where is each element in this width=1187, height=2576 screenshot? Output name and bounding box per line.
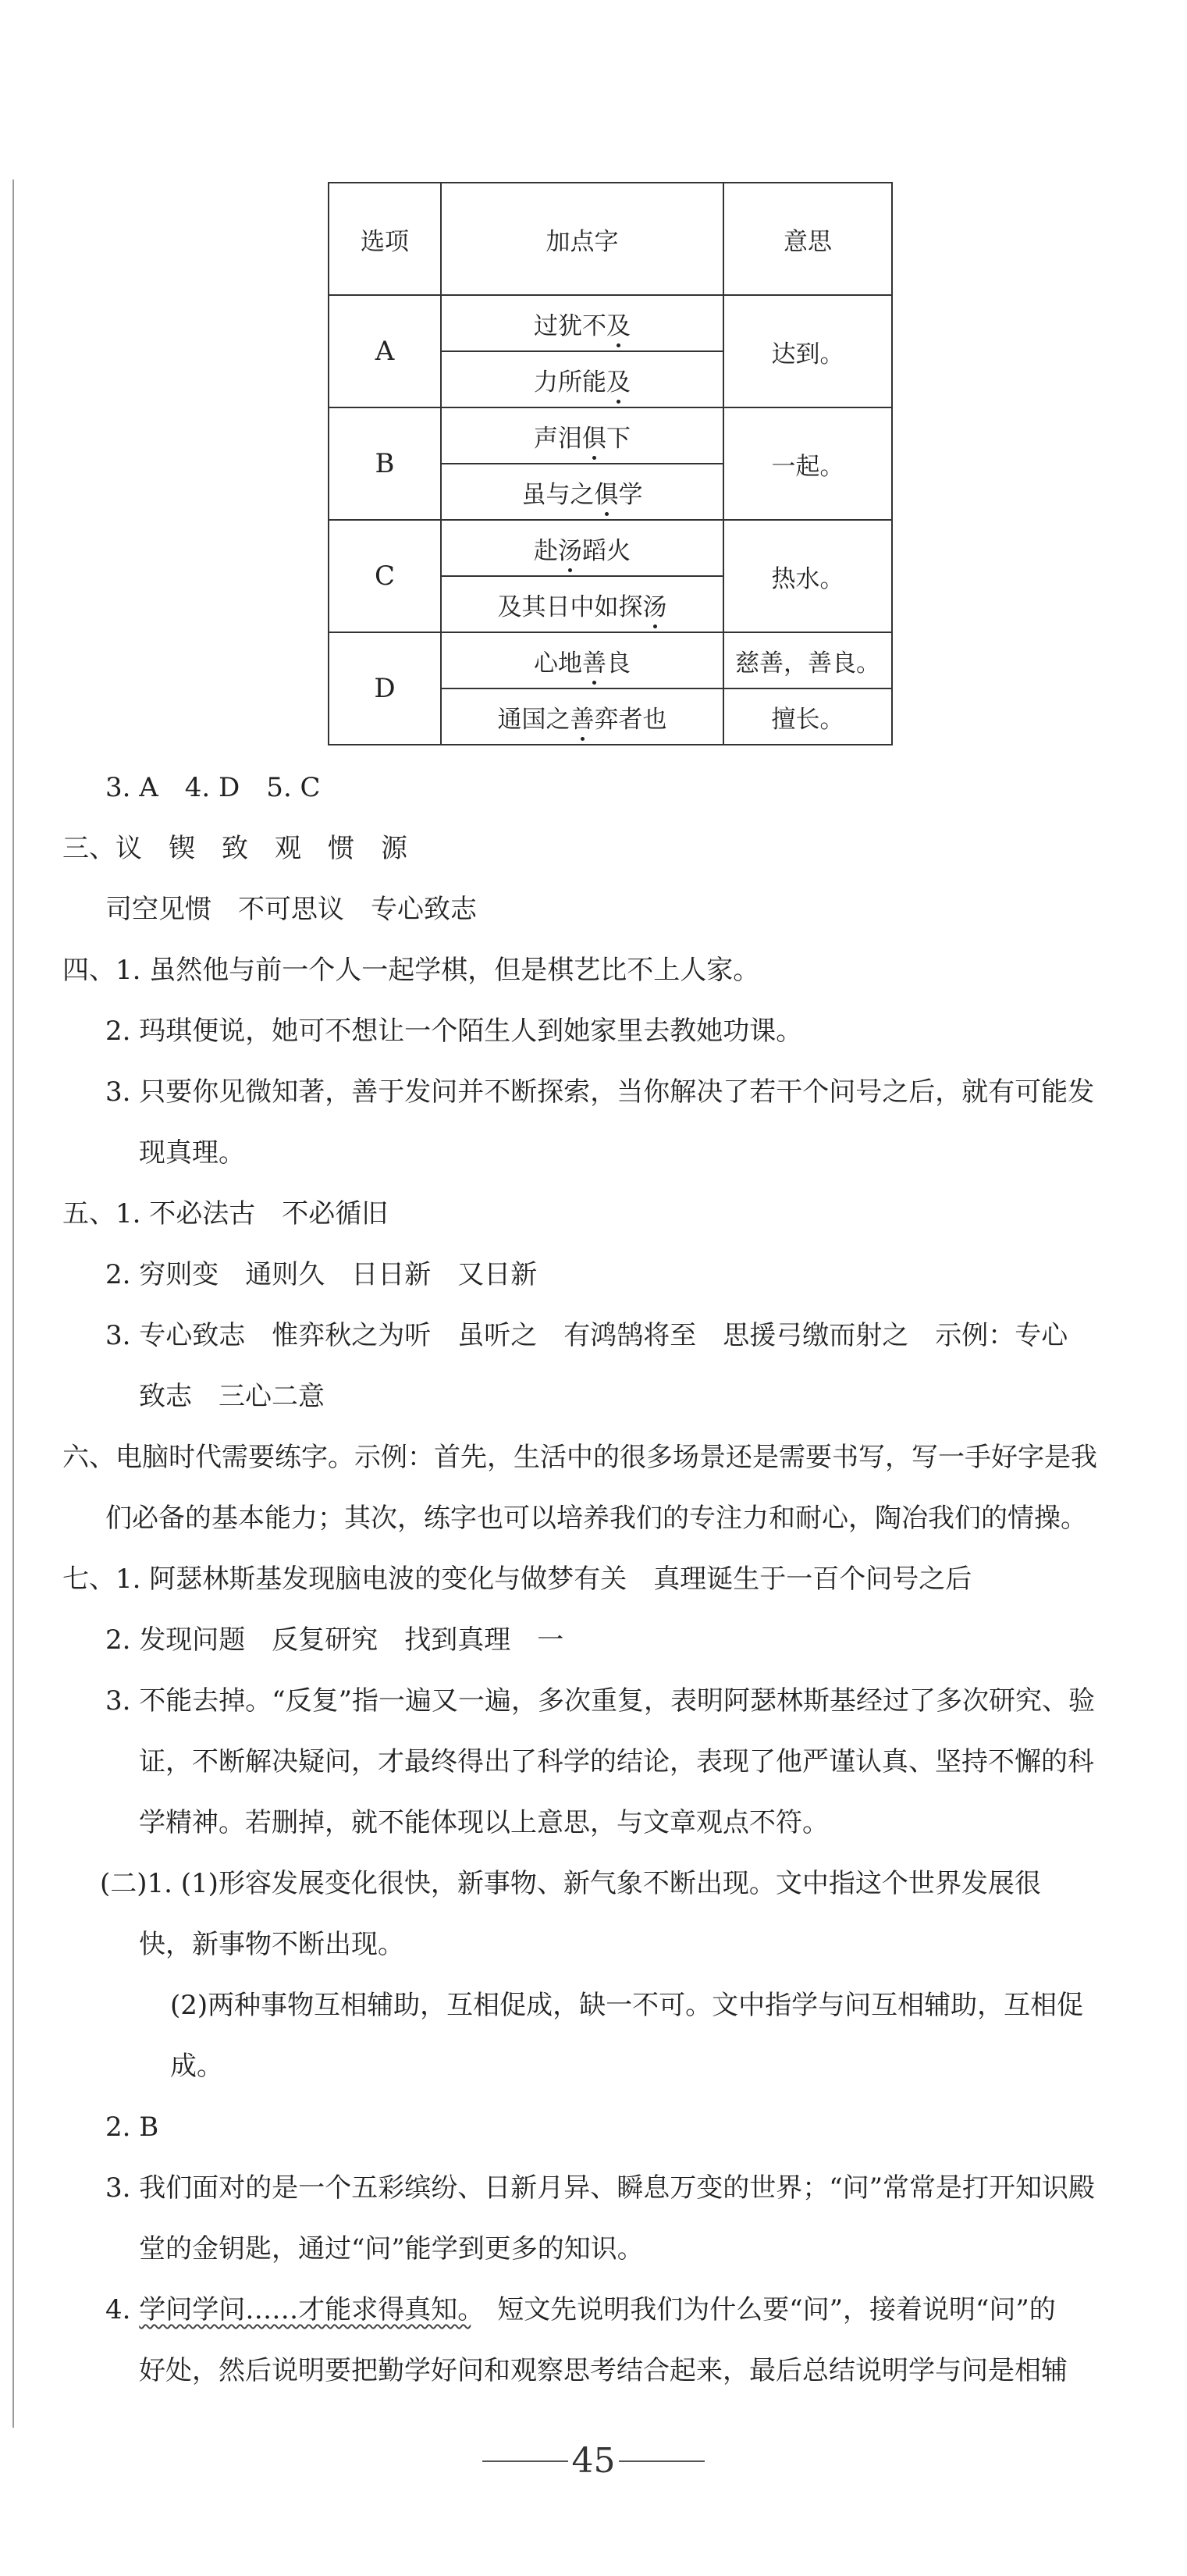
phrase-cell: 赴汤蹈火 — [441, 520, 723, 576]
option-cell: C — [329, 520, 441, 632]
answer-line: 2. 穷则变 通则久 日日新 又日新 — [105, 1259, 538, 1290]
phrase-cell: 力所能及 — [441, 351, 723, 407]
page-number: 45 — [571, 2441, 616, 2481]
meaning-cell: 达到。 — [723, 295, 892, 407]
meaning-cell: 一起。 — [723, 407, 892, 520]
answer-line: 3. A 4. D 5. C — [105, 772, 321, 803]
page-number-rule-right — [619, 2460, 705, 2462]
answer-line: 2. 玛琪便说，她可不想让一个陌生人到她家里去教她功课。 — [105, 1016, 803, 1047]
dotted-char: 汤 — [642, 592, 667, 621]
section-liu-heading: 六、电脑时代需要练字。示例：首先，生活中的很多场景还是需要书写，写一手好字是我 — [62, 1442, 1097, 1473]
phrase-cell: 及其日中如探汤 — [441, 576, 723, 632]
phrase-cell: 通国之善弈者也 — [441, 688, 723, 745]
meaning-cell: 热水。 — [723, 520, 892, 632]
phrase-cell: 虽与之俱学 — [441, 464, 723, 520]
dotted-char: 俱 — [582, 424, 606, 453]
answer-line: 证，不断解决疑问，才最终得出了科学的结论，表现了他严谨认真、坚持不懈的科 — [139, 1746, 1094, 1777]
phrase-cell: 声泪俱下 — [441, 407, 723, 464]
section-qi-heading: 七、1. 阿瑟林斯基发现脑电波的变化与做梦有关 真理诞生于一百个问号之后 — [62, 1564, 972, 1595]
table-row — [329, 295, 892, 351]
section-wu-heading: 五、1. 不必法古 不必循旧 — [62, 1198, 389, 1229]
answer-line: 4. 学问学问……才能求得真知。 短文先说明我们为什么要“问”，接着说明“问”的 — [105, 2294, 1056, 2325]
wavy-underlined-text: 学问学问……才能求得真知。 — [139, 2294, 471, 2325]
header-dotted-word: 加点字 — [441, 183, 723, 295]
answer-line: 3. 我们面对的是一个五彩缤纷、日新月异、瞬息万变的世界；“问”常常是打开知识殿 — [105, 2172, 1096, 2204]
table-row — [329, 632, 892, 688]
dotted-char: 及 — [606, 368, 631, 397]
answer-line: 致志 三心二意 — [139, 1381, 325, 1412]
dotted-char: 汤 — [558, 536, 582, 565]
phrase-cell: 心地善良 — [441, 632, 723, 688]
answer-line: 好处，然后说明要把勤学好问和观察思考结合起来，最后总结说明学与问是相辅 — [139, 2355, 1068, 2386]
answer-line: 们必备的基本能力；其次，练字也可以培养我们的专注力和耐心，陶冶我们的情操。 — [105, 1503, 1087, 1534]
table-row — [329, 407, 892, 464]
dotted-char: 及 — [606, 311, 631, 340]
header-option: 选项 — [329, 183, 441, 295]
answer-line: 3. 只要你见微知著，善于发问并不断探索，当你解决了若干个问号之后，就有可能发 — [105, 1076, 1095, 1108]
phrase-cell: 过犹不及 — [441, 295, 723, 351]
dotted-char: 善 — [582, 649, 606, 678]
answer-line: 学精神。若删掉，就不能体现以上意思，与文章观点不符。 — [139, 1807, 829, 1838]
dotted-char: 善 — [570, 705, 595, 734]
header-meaning: 意思 — [723, 183, 892, 295]
answer-line: 司空见惯 不可思议 专心致志 — [105, 894, 477, 925]
answer-line: 成。 — [170, 2051, 223, 2082]
answer-line: 堂的金钥匙，通过“问”能学到更多的知识。 — [139, 2233, 644, 2265]
answer-line: 2. B — [105, 2112, 159, 2143]
table-row — [329, 520, 892, 576]
section-san-heading: 三、议 锲 致 观 惯 源 — [62, 833, 407, 864]
answer-line: 快，新事物不断出现。 — [139, 1929, 404, 1960]
option-cell: B — [329, 407, 441, 520]
option-cell: A — [329, 295, 441, 407]
page-left-rule — [12, 180, 14, 2428]
table-header-row — [329, 183, 892, 295]
answer-line: 2. 发现问题 反复研究 找到真理 一 — [105, 1624, 564, 1656]
dotted-char: 俱 — [594, 480, 619, 509]
answer-line: 现真理。 — [139, 1137, 245, 1169]
answer-line: 3. 不能去掉。“反复”指一遍又一遍，多次重复，表明阿瑟林斯基经过了多次研究、验 — [105, 1685, 1096, 1717]
meaning-cell: 慈善，善良。 — [723, 632, 892, 688]
answer-table — [328, 182, 893, 745]
answer-line: (2)两种事物互相辅助，互相促成，缺一不可。文中指学与问互相辅助，互相促 — [170, 1990, 1084, 2021]
meaning-cell: 擅长。 — [723, 688, 892, 745]
option-cell: D — [329, 632, 441, 745]
subsection-er-heading: (二)1. (1)形容发展变化很快，新事物、新气象不断出现。文中指这个世界发展很 — [100, 1868, 1041, 1899]
section-si-heading: 四、1. 虽然他与前一个人一起学棋，但是棋艺比不上人家。 — [62, 955, 760, 986]
answer-line: 3. 专心致志 惟弈秋之为听 虽听之 有鸿鹄将至 思援弓缴而射之 示例：专心 — [105, 1320, 1068, 1351]
